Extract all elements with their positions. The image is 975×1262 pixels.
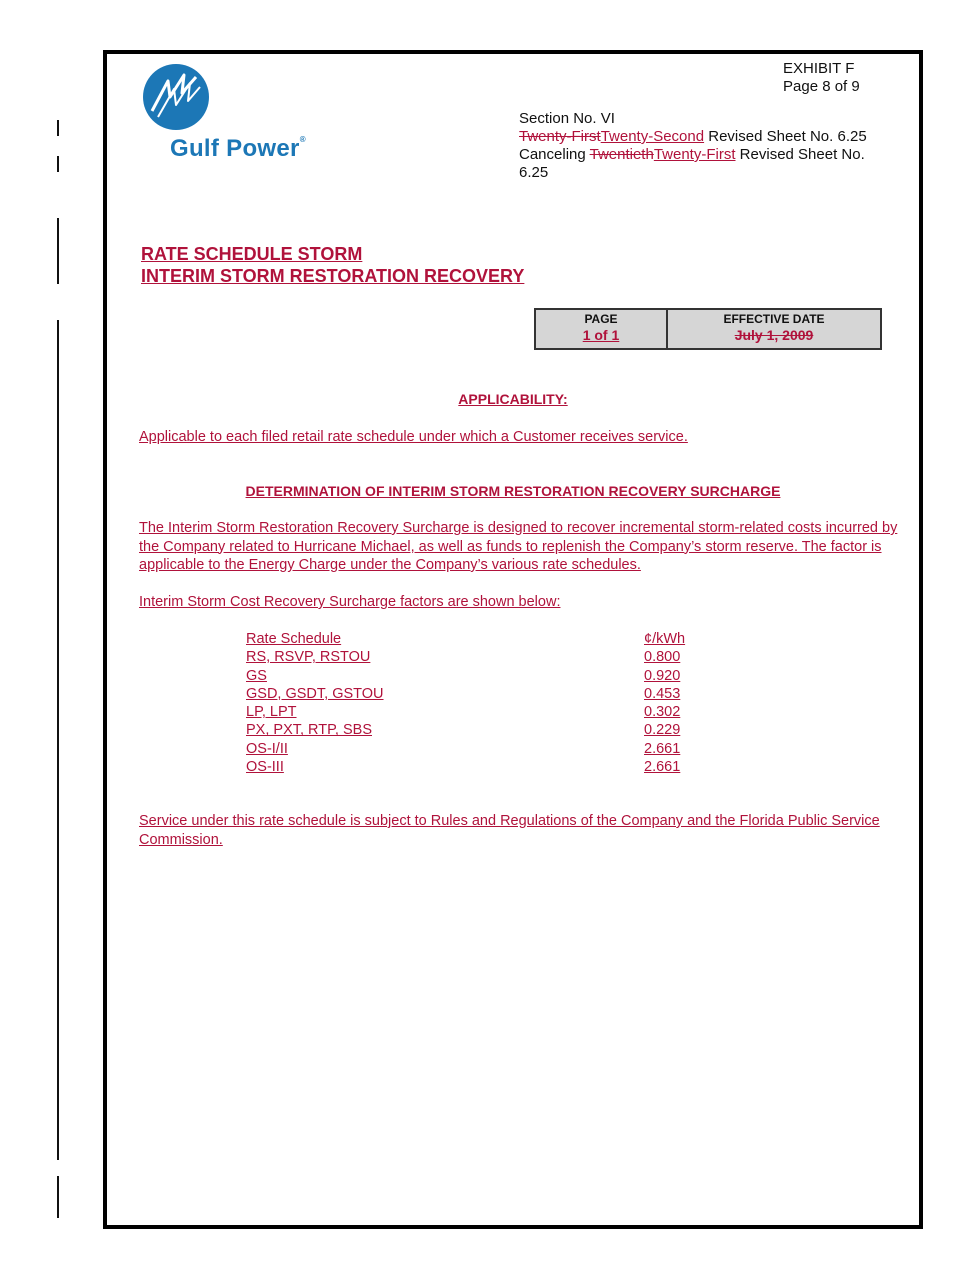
change-bar (57, 1176, 59, 1218)
change-bar (57, 218, 59, 284)
rate-schedule-name: LP, LPT (246, 704, 297, 721)
rates-header-schedule: Rate Schedule (246, 631, 342, 647)
revised-sheet (519, 128, 879, 146)
company-logo (135, 59, 355, 169)
service-text: Service under this rate schedule is subject to Rules and Regulations of the Company and the Florida Public Service Commission. (139, 813, 880, 848)
rate-schedule-name: PX, PXT, RTP, SBS (246, 722, 372, 739)
canceling-rest: Revised Sheet No. 6.25 (519, 146, 865, 181)
company-name: Gulf Power® (170, 135, 306, 162)
rate-schedule-name: GS (246, 667, 267, 684)
table-row (246, 685, 685, 703)
effective-date-value: July 1, 2009 (734, 327, 814, 343)
table-row (246, 667, 685, 685)
page-label: PAGE (584, 312, 618, 326)
factors-intro: Interim Storm Cost Recovery Surcharge factors are shown below: (139, 594, 561, 610)
table-row (246, 721, 685, 739)
table-row (246, 758, 685, 776)
page-of: Page 8 of 9 (783, 78, 860, 95)
rate-value: 0.453 (644, 685, 681, 702)
revised-new: Twenty-Second (600, 128, 705, 145)
effective-date-label: EFFECTIVE DATE (723, 312, 825, 326)
determination-text: The Interim Storm Restoration Recovery Surcharge is designed to recover incremental storm-related costs incurred by the Company related to Hurricane Michael, as well as funds to replenish the Company’s storm reserve. The factor is applicable to the Energy Charge under the Company’s various rate schedules. (139, 520, 898, 573)
page-effective-box (534, 308, 882, 350)
sheet-info (519, 110, 879, 182)
change-bar (57, 120, 59, 136)
table-row (246, 740, 685, 758)
rate-value: 2.661 (644, 740, 681, 757)
table-row (246, 703, 685, 721)
canceling-new: Twenty-First (653, 146, 736, 163)
change-bar (57, 156, 59, 172)
title-line-1: RATE SCHEDULE STORM (141, 244, 363, 264)
rate-value: 0.302 (644, 704, 681, 721)
rate-schedule-name: RS, RSVP, RSTOU (246, 649, 371, 666)
title-line-2: INTERIM STORM RESTORATION RECOVERY (141, 266, 525, 286)
page-value: 1 of 1 (582, 327, 620, 343)
rate-value: 2.661 (644, 759, 681, 776)
change-bar (57, 320, 59, 1160)
rates-header-row (246, 630, 685, 648)
revised-struck: Twenty-First (519, 128, 601, 145)
rate-schedule-name: OS-III (246, 759, 284, 776)
gulf-power-logo-icon (138, 59, 218, 139)
section-number: Section No. VI (519, 110, 615, 127)
rate-schedule-name: GSD, GSDT, GSTOU (246, 685, 384, 702)
applicability-heading: APPLICABILITY: (458, 391, 568, 407)
rate-value: 0.920 (644, 667, 681, 684)
page-cell (536, 310, 668, 348)
rate-value: 0.229 (644, 722, 681, 739)
canceling-label: Canceling (519, 146, 590, 163)
determination-heading: DETERMINATION OF INTERIM STORM RESTORATION RECOVERY SURCHARGE (245, 483, 781, 499)
exhibit-label (783, 60, 860, 96)
canceling-struck: Twentieth (589, 146, 654, 163)
revised-rest: Revised Sheet No. 6.25 (704, 128, 867, 145)
exhibit-id: EXHIBIT F (783, 60, 855, 77)
rate-schedule-name: OS-I/II (246, 740, 288, 757)
effective-date-cell (668, 310, 880, 348)
table-row (246, 648, 685, 666)
rate-schedule-title (141, 243, 524, 287)
canceling-sheet (519, 146, 879, 182)
applicability-text: Applicable to each filed retail rate schedule under which a Customer receives service. (139, 429, 688, 445)
document-frame (103, 50, 923, 1229)
rates-table (246, 630, 685, 776)
rates-header-unit: ¢/kWh (644, 631, 686, 647)
rate-value: 0.800 (644, 649, 681, 666)
